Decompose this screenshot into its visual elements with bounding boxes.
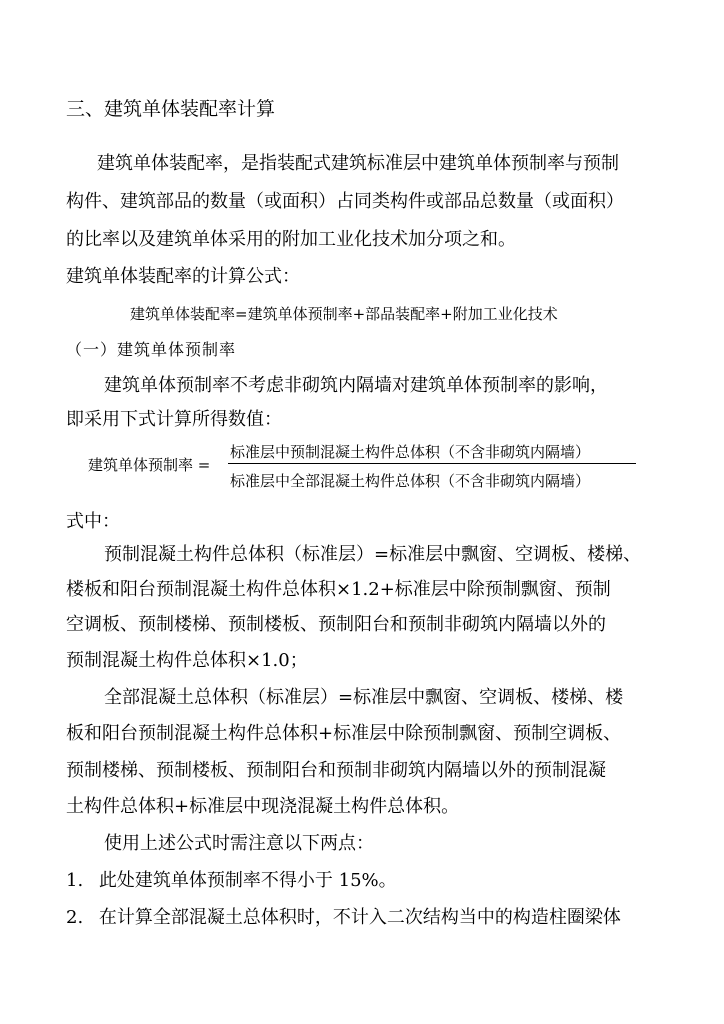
intro-line-3: 的比率以及建筑单体采用的附加工业化技术加分项之和。	[66, 229, 516, 250]
notes-intro: 使用上述公式时需注意以下两点：	[104, 833, 374, 854]
prefab-para-line-4: 预制混凝土构件总体积×1.0；	[66, 650, 308, 671]
note-number: 1.	[66, 870, 84, 891]
fraction-bar	[228, 463, 636, 464]
note-item	[66, 906, 621, 930]
total-para-line-4: 土构件总体积+标准层中现浇混凝土构件总体积。	[66, 796, 460, 817]
prefab-para-line-1: 预制混凝土构件总体积（标准层）=标准层中飘窗、空调板、楼梯、	[104, 544, 642, 565]
formula-numerator: 标准层中预制混凝土构件总体积（不含非砌筑内隔墙）	[230, 443, 591, 461]
total-para-line-3: 预制楼梯、预制楼板、预制阳台和预制非砌筑内隔墙以外的预制混凝	[66, 760, 606, 781]
formula-assembly-rate: 建筑单体装配率=建筑单体预制率+部品装配率+附加工业化技术	[130, 305, 558, 323]
prefab-para-line-3: 空调板、预制楼梯、预制楼板、预制阳台和预制非砌筑内隔墙以外的	[66, 614, 606, 635]
intro-line-1: 建筑单体装配率，是指装配式建筑标准层中建筑单体预制率与预制	[97, 153, 619, 174]
intro-line-4: 建筑单体装配率的计算公式：	[66, 266, 300, 287]
note-text: 此处建筑单体预制率不得小于 15%。	[98, 870, 397, 891]
formula-label: 建筑单体预制率 =	[88, 456, 211, 474]
note-number: 2.	[66, 907, 84, 928]
subsection-title: （一）建筑单体预制率	[66, 340, 237, 359]
intro-line-2: 构件、建筑部品的数量（或面积）占同类构件或部品总数量（或面积）	[66, 191, 624, 212]
formula-denominator: 标准层中全部混凝土构件总体积（不含非砌筑内隔墙）	[230, 472, 591, 490]
prefab-para-line-2: 楼板和阳台预制混凝土构件总体积×1.2+标准层中除预制飘窗、预制	[66, 579, 611, 600]
note-item	[66, 869, 397, 893]
section-title: 三、建筑单体装配率计算	[66, 98, 276, 120]
total-para-line-1: 全部混凝土总体积（标准层）=标准层中飘窗、空调板、楼梯、楼	[104, 687, 624, 708]
where-label: 式中：	[66, 511, 120, 532]
note-text: 在计算全部混凝土总体积时，不计入二次结构当中的构造柱圈梁体	[98, 907, 621, 928]
subsection-text-line-2: 即采用下式计算所得数值：	[66, 409, 282, 430]
subsection-text-line-1: 建筑单体预制率不考虑非砌筑内隔墙对建筑单体预制率的影响，	[104, 375, 608, 396]
total-para-line-2: 板和阳台预制混凝土构件总体积+标准层中除预制飘窗、预制空调板、	[66, 723, 622, 744]
